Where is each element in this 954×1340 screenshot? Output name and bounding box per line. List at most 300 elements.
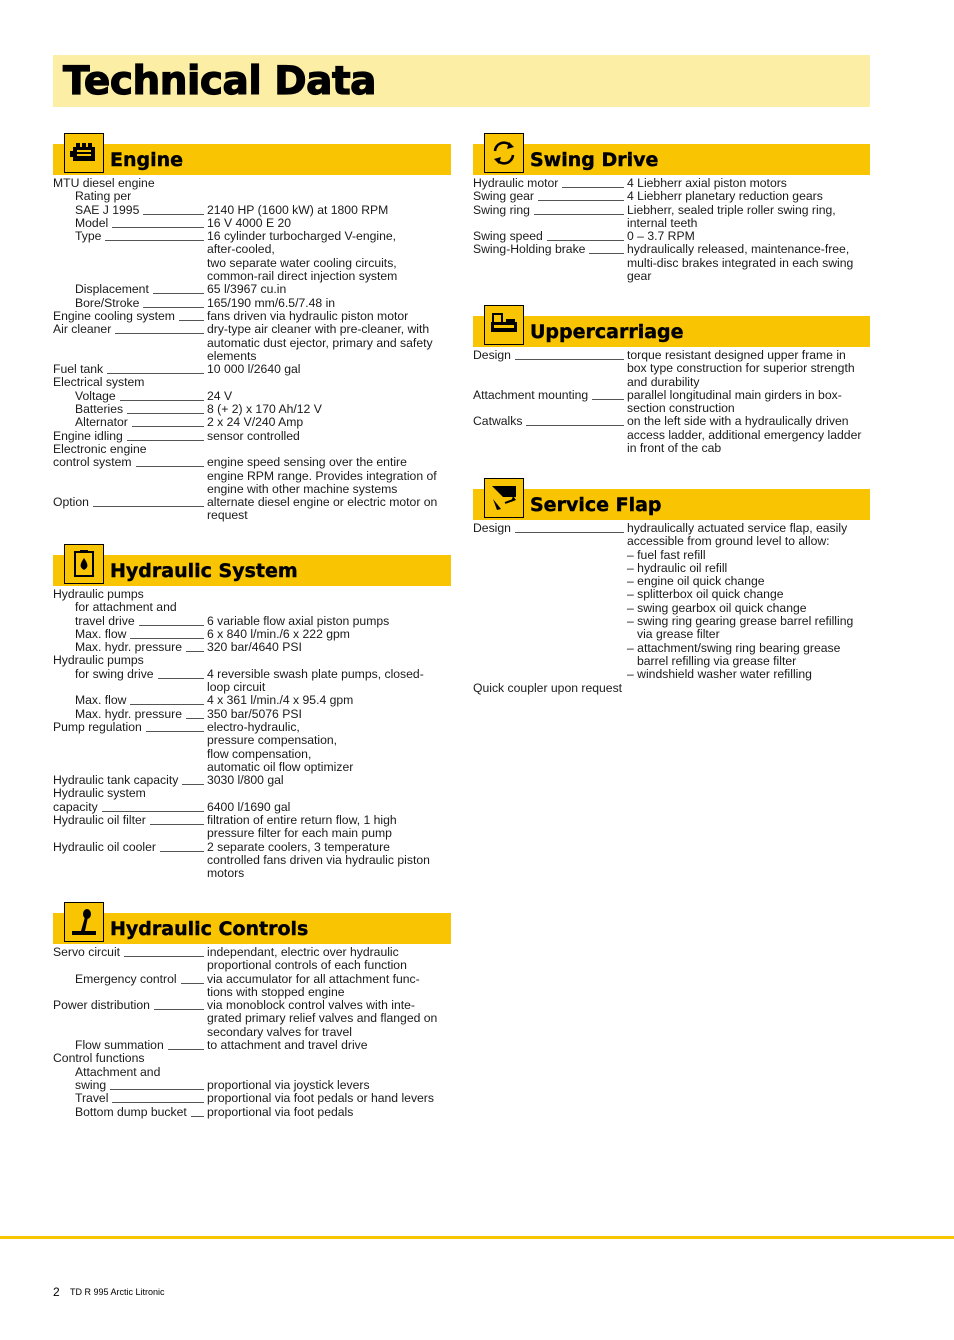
spec-value — [207, 416, 451, 429]
spec-label — [53, 376, 451, 389]
spec-row — [53, 601, 451, 614]
spec-value-line: proportional via foot pedals — [207, 1104, 354, 1119]
leader-line — [186, 641, 204, 652]
spec-value-line: – splitterbox oil quick change — [627, 587, 784, 602]
section-title: Hydraulic System — [110, 560, 298, 582]
spec-label-text: Type — [75, 229, 102, 244]
spec-value-line: via grease filter — [637, 627, 720, 642]
leader-line — [179, 310, 204, 321]
spec-label — [53, 416, 207, 429]
spec-row — [53, 708, 451, 721]
spec-value-line: common-rail direct injection system — [207, 269, 398, 284]
spec-value-line: parallel longitudinal main girders in box- — [627, 387, 842, 402]
section-title: Service Flap — [530, 494, 662, 516]
spec-value — [207, 204, 451, 217]
section-header — [473, 305, 870, 347]
leader-line — [515, 522, 624, 533]
spec-row — [53, 1106, 451, 1119]
leader-line — [158, 668, 204, 679]
spec-value-line: electro-hydraulic, — [207, 719, 300, 734]
section-engine — [53, 133, 451, 523]
service-flap-icon — [484, 478, 524, 518]
spec-value-line: Liebherr, sealed triple roller swing ring, — [627, 202, 836, 217]
spec-value — [207, 297, 451, 310]
footer-rule — [0, 1236, 954, 1239]
spec-label — [53, 297, 207, 310]
spec-label-text: Bore/Stroke — [75, 295, 140, 310]
spec-value-line: 320 bar/4640 PSI — [207, 640, 302, 655]
leader-line — [130, 628, 204, 639]
spec-row — [53, 787, 451, 800]
spec-label-text: Control functions — [53, 1051, 145, 1066]
spec-row — [473, 230, 870, 243]
spec-value-line: 3030 l/800 gal — [207, 773, 284, 788]
spec-value-line: secondary valves for travel — [207, 1024, 352, 1039]
spec-row — [53, 177, 451, 190]
spec-label — [53, 628, 207, 641]
spec-value-line: hydraulically actuated service flap, easily — [627, 521, 848, 535]
leader-line — [150, 814, 204, 825]
spec-label-text: Quick coupler upon request — [473, 680, 623, 695]
spec-label-text: Swing gear — [473, 189, 534, 204]
spec-row — [53, 1039, 451, 1052]
spec-row — [53, 363, 451, 376]
leader-line — [127, 430, 204, 441]
spec-value — [207, 668, 451, 695]
spec-value — [627, 389, 870, 416]
spec-label-text: Hydraulic oil cooler — [53, 839, 156, 854]
spec-label — [53, 694, 207, 707]
section-header — [53, 133, 451, 175]
spec-value-line: two separate water cooling circuits, — [207, 255, 397, 270]
oil-tank-icon — [64, 544, 104, 584]
spec-label-text: SAE J 1995 — [75, 202, 140, 217]
spec-label-text: Attachment and — [75, 1064, 161, 1079]
spec-label-text: Rating per — [75, 189, 132, 204]
section-swing-drive — [473, 133, 870, 283]
spec-row — [473, 190, 870, 203]
spec-label-text: Design — [473, 521, 511, 535]
leader-line — [112, 217, 204, 228]
section-header — [473, 478, 870, 520]
spec-label — [53, 323, 207, 363]
spec-row — [53, 628, 451, 641]
page-title: Technical Data — [63, 59, 376, 104]
spec-value-line: – swing ring gearing grease barrel refilling — [627, 614, 854, 629]
spec-label-text: Swing ring — [473, 202, 530, 217]
spec-row — [53, 814, 451, 841]
spec-label — [53, 787, 451, 800]
spec-value-line: on the left side with a hydraulically driven — [627, 414, 849, 429]
title-band — [53, 55, 870, 107]
spec-value-line: multi-disc brakes integrated in each swing — [627, 255, 854, 270]
spec-list — [53, 177, 451, 523]
leader-line — [515, 349, 624, 360]
section-hydraulic-controls — [53, 902, 451, 1119]
spec-label-text: Swing speed — [473, 229, 543, 244]
section-service-flap — [473, 478, 870, 695]
spec-label-text: Model — [75, 215, 109, 230]
spec-value — [207, 456, 451, 496]
spec-value-line: and durability — [627, 374, 700, 389]
spec-value-line: motors — [207, 866, 245, 881]
spec-row — [53, 323, 451, 363]
leader-line — [132, 416, 204, 427]
spec-label — [53, 456, 207, 496]
spec-value-line: 165/190 mm/6.5/7.48 in — [207, 295, 336, 310]
spec-row — [473, 415, 870, 455]
spec-label-text: Travel — [75, 1091, 109, 1106]
spec-label-text: Flow summation — [75, 1038, 164, 1053]
leader-line — [153, 283, 204, 294]
spec-label — [53, 708, 207, 721]
spec-label — [473, 230, 627, 243]
leader-line — [146, 721, 204, 732]
spec-value — [207, 310, 451, 323]
spec-row — [53, 430, 451, 443]
spec-value — [207, 641, 451, 654]
spec-value-line: tions with stopped engine — [207, 984, 345, 999]
spec-row — [53, 641, 451, 654]
spec-label — [473, 389, 627, 416]
spec-row — [53, 774, 451, 787]
leader-line — [93, 496, 204, 507]
spec-label — [53, 496, 207, 523]
spec-label — [53, 801, 207, 814]
spec-label — [53, 177, 451, 190]
spec-value — [627, 415, 870, 455]
spec-label — [473, 415, 627, 455]
spec-value — [207, 801, 451, 814]
spec-value-line: – attachment/swing ring bearing grease — [627, 640, 841, 655]
spec-value-line: barrel refilling via grease filter — [637, 653, 797, 668]
spec-value-line: fans driven via hydraulic piston motor — [207, 308, 409, 323]
spec-label-text: Hydraulic system — [53, 786, 146, 801]
spec-label-text: capacity — [53, 799, 98, 814]
spec-value — [207, 1092, 451, 1105]
spec-row — [53, 999, 451, 1039]
section-header — [53, 544, 451, 586]
leader-line — [115, 323, 204, 334]
spec-value-line: pressure compensation, — [207, 733, 338, 748]
spec-label — [53, 403, 207, 416]
leader-line — [102, 801, 204, 812]
spec-value-line: to attachment and travel drive — [207, 1038, 368, 1053]
leader-line — [589, 243, 624, 254]
spec-label-text: for attachment and — [75, 600, 177, 615]
spec-row — [53, 973, 451, 1000]
spec-label — [473, 682, 870, 695]
spec-label — [53, 190, 451, 203]
spec-row — [53, 416, 451, 429]
spec-label — [53, 390, 207, 403]
spec-value — [207, 814, 451, 841]
spec-label-text: Max. flow — [75, 693, 127, 708]
swing-arrows-icon — [484, 133, 524, 173]
spec-label-text: Option — [53, 495, 89, 510]
section-uppercarriage — [473, 305, 870, 455]
spec-value-line: after-cooled, — [207, 242, 275, 257]
spec-row — [473, 522, 870, 682]
spec-label-text: Hydraulic motor — [473, 176, 559, 190]
spec-label — [53, 1106, 207, 1119]
spec-label-text: control system — [53, 455, 132, 470]
spec-label-text: Engine cooling system — [53, 308, 175, 323]
spec-value — [627, 522, 870, 682]
spec-value — [207, 1106, 451, 1119]
spec-value-line: sensor controlled — [207, 428, 300, 443]
spec-row — [53, 443, 451, 456]
spec-value-line: 4 Liebherr axial piston motors — [627, 176, 787, 190]
spec-label-text: Emergency control — [75, 971, 177, 986]
spec-value-line: independant, electric over hydraulic — [207, 945, 399, 959]
spec-label — [53, 973, 207, 1000]
spec-value-line: elements — [207, 348, 257, 363]
spec-row — [473, 389, 870, 416]
spec-row — [53, 496, 451, 523]
leader-line — [592, 389, 624, 400]
spec-label — [53, 363, 207, 376]
spec-value-line: 10 000 l/2640 gal — [207, 362, 301, 377]
section-title: Uppercarriage — [530, 321, 684, 343]
spec-label — [473, 522, 627, 682]
spec-label-text: Hydraulic pumps — [53, 587, 144, 601]
leader-line — [139, 615, 204, 626]
spec-label-text: Catwalks — [473, 414, 523, 429]
spec-value — [207, 973, 451, 1000]
spec-row — [473, 349, 870, 389]
spec-value-line: 2140 HP (1600 kW) at 1800 RPM — [207, 202, 389, 217]
spec-row — [473, 177, 870, 190]
spec-label — [53, 204, 207, 217]
spec-label-text: Max. hydr. pressure — [75, 706, 183, 721]
spec-value-line: automatic oil flow optimizer — [207, 759, 354, 774]
spec-label-text: Max. hydr. pressure — [75, 640, 183, 655]
section-title: Engine — [110, 149, 184, 171]
spec-value-line: 8 (+ 2) x 170 Ah/12 V — [207, 402, 322, 417]
spec-value — [207, 496, 451, 523]
spec-row — [53, 376, 451, 389]
spec-label — [53, 1092, 207, 1105]
spec-value-line: proportional controls of each function — [207, 958, 407, 973]
spec-value — [207, 615, 451, 628]
spec-value-line: flow compensation, — [207, 746, 312, 761]
spec-label-text: Alternator — [75, 415, 128, 430]
spec-row — [53, 841, 451, 881]
spec-label — [53, 588, 451, 601]
spec-value-line: dry-type air cleaner with pre-cleaner, with — [207, 322, 430, 337]
spec-value-line: 16 cylinder turbocharged V-engine, — [207, 229, 397, 244]
spec-value-line: 65 l/3967 cu.in — [207, 282, 287, 297]
spec-list — [473, 522, 870, 695]
leader-line — [191, 1106, 204, 1117]
spec-value-line: in front of the cab — [627, 441, 722, 456]
spec-value-line: 0 – 3.7 RPM — [627, 229, 695, 244]
spec-value — [627, 243, 870, 283]
leader-line — [120, 390, 204, 401]
spec-row — [53, 615, 451, 628]
spec-value-line: automatic dust ejector, primary and safety — [207, 335, 433, 350]
spec-label-text: Electrical system — [53, 375, 145, 390]
section-hydraulic-system — [53, 544, 451, 881]
spec-value-line: filtration of entire return flow, 1 high — [207, 813, 397, 828]
spec-value-line: proportional via joystick levers — [207, 1077, 370, 1092]
leader-line — [105, 230, 204, 241]
spec-label-text: Batteries — [75, 402, 124, 417]
leader-line — [154, 999, 204, 1010]
spec-value — [207, 999, 451, 1039]
spec-value-line: request — [207, 508, 248, 523]
section-header — [473, 133, 870, 175]
leader-line — [534, 204, 624, 215]
spec-label — [53, 841, 207, 881]
spec-value-line: controlled fans driven via hydraulic piston — [207, 852, 430, 867]
spec-label-text: Hydraulic oil filter — [53, 813, 146, 828]
spec-row — [53, 946, 451, 973]
leader-line — [562, 177, 624, 188]
spec-value — [627, 230, 870, 243]
spec-value — [207, 363, 451, 376]
spec-value-line: torque resistant designed upper frame in — [627, 348, 846, 362]
spec-label — [53, 283, 207, 296]
spec-value — [627, 204, 870, 231]
leader-line — [124, 946, 204, 957]
spec-label — [473, 349, 627, 389]
spec-value-line: 4 reversible swash plate pumps, closed- — [207, 666, 424, 681]
spec-label — [53, 774, 207, 787]
spec-value — [207, 1079, 451, 1092]
spec-row — [53, 1079, 451, 1092]
section-title: Swing Drive — [530, 149, 659, 171]
spec-value-line: – windshield washer water refilling — [627, 667, 812, 682]
leader-line — [526, 415, 624, 426]
spec-value-line: alternate diesel engine or electric motor on — [207, 495, 438, 510]
spec-value-line: – engine oil quick change — [627, 574, 765, 589]
spec-value-line: via monoblock control valves with inte- — [207, 998, 415, 1013]
spec-label — [473, 243, 627, 283]
spec-label — [53, 1039, 207, 1052]
spec-value-line: engine speed sensing over the entire — [207, 455, 407, 470]
spec-label-text: swing — [75, 1077, 107, 1092]
spec-label-text: MTU diesel engine — [53, 176, 155, 190]
spec-row — [53, 1092, 451, 1105]
spec-label-text: Fuel tank — [53, 362, 104, 377]
spec-label — [53, 1066, 451, 1079]
spec-value — [207, 1039, 451, 1052]
leader-line — [127, 403, 204, 414]
spec-value — [207, 403, 451, 416]
spec-row — [53, 1052, 451, 1065]
leader-line — [143, 204, 204, 215]
leader-line — [110, 1079, 204, 1090]
spec-label-text: Max. flow — [75, 626, 127, 641]
spec-row — [53, 190, 451, 203]
spec-label-text: Pump regulation — [53, 719, 142, 734]
spec-row — [53, 297, 451, 310]
leader-line — [130, 694, 204, 705]
spec-value — [627, 190, 870, 203]
spec-row — [53, 403, 451, 416]
spec-label-text: Hydraulic tank capacity — [53, 773, 179, 788]
leader-line — [186, 708, 204, 719]
leader-line — [182, 774, 204, 785]
leader-line — [538, 190, 624, 201]
spec-row — [53, 801, 451, 814]
leader-line — [136, 456, 204, 467]
spec-label-text: Attachment mounting — [473, 387, 589, 402]
spec-value-line: 350 bar/5076 PSI — [207, 706, 302, 721]
spec-label-text: Swing-Holding brake — [473, 242, 586, 257]
spec-value-line: – fuel fast refill — [627, 547, 706, 562]
spec-value — [207, 774, 451, 787]
spec-label — [53, 217, 207, 230]
spec-value — [627, 349, 870, 389]
spec-label-text: Power distribution — [53, 998, 150, 1013]
spec-value — [207, 230, 451, 283]
spec-value-line: engine with other machine systems — [207, 481, 398, 496]
spec-label-text: Electronic engine — [53, 441, 147, 456]
spec-label — [53, 615, 207, 628]
spec-list — [473, 349, 870, 455]
page-number: 2 — [53, 1285, 60, 1299]
spec-value-line: 16 V 4000 E 20 — [207, 215, 292, 230]
spec-label — [53, 1079, 207, 1092]
spec-value — [207, 390, 451, 403]
spec-label-text: Servo circuit — [53, 945, 121, 959]
spec-label — [53, 1052, 451, 1065]
spec-value — [207, 721, 451, 774]
leader-line — [143, 297, 204, 308]
spec-label — [53, 668, 207, 695]
spec-label — [53, 946, 207, 973]
spec-value-line: 24 V — [207, 388, 233, 403]
spec-label-text: Hydraulic pumps — [53, 653, 144, 668]
spec-label — [53, 430, 207, 443]
spec-row — [53, 230, 451, 283]
leader-line — [547, 230, 624, 241]
spec-value-line: internal teeth — [627, 215, 698, 230]
spec-label — [53, 230, 207, 283]
spec-value — [207, 283, 451, 296]
joystick-icon — [64, 902, 104, 942]
spec-label-text: Design — [473, 348, 511, 362]
leader-line — [160, 841, 204, 852]
spec-row — [53, 588, 451, 601]
spec-label-text: for swing drive — [75, 666, 154, 681]
spec-value-line: access ladder, additional emergency ladder — [627, 427, 862, 442]
spec-label-text: Air cleaner — [53, 322, 112, 337]
spec-value-line: 6 variable flow axial piston pumps — [207, 613, 390, 628]
spec-value-line: – swing gearbox oil quick change — [627, 600, 807, 615]
spec-label — [53, 721, 207, 774]
spec-value — [207, 694, 451, 707]
spec-label-text: Displacement — [75, 282, 149, 297]
spec-row — [53, 1066, 451, 1079]
spec-value-line: 6 x 840 l/min./6 x 222 gpm — [207, 626, 350, 641]
spec-label — [53, 641, 207, 654]
spec-row — [53, 310, 451, 323]
spec-label-text: Voltage — [75, 388, 116, 403]
spec-value-line: box type construction for superior strength — [627, 361, 855, 376]
spec-value-line: – hydraulic oil refill — [627, 560, 728, 575]
spec-value-line: gear — [627, 269, 652, 284]
spec-label — [473, 190, 627, 203]
leader-line — [168, 1039, 204, 1050]
leader-line — [107, 363, 204, 374]
spec-row — [473, 204, 870, 231]
spec-label — [53, 601, 451, 614]
spec-value-line: section construction — [627, 401, 735, 416]
